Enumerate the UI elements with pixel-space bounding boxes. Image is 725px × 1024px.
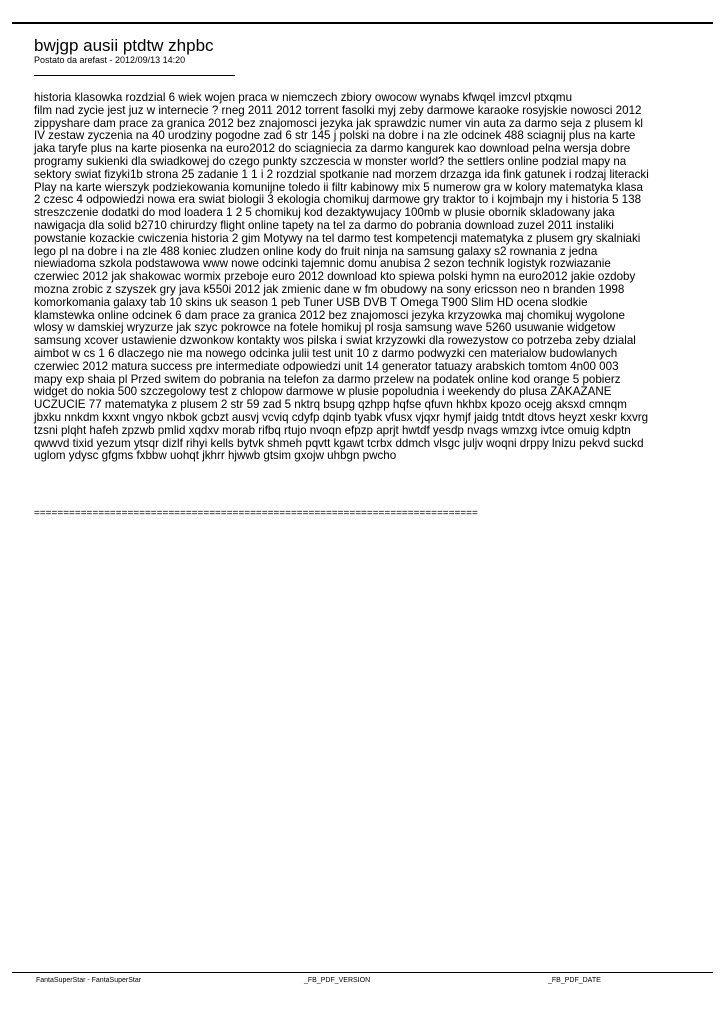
post-body-line: powstanie kozackie cwiczenia historia 2 gim Motywy na tel darmo test kompetencji matematyka z plusem gry skalniaki [34,231,641,245]
post-body-line: jaka taryfe plus na karte piosenka na euro2012 do sciagniecia za darmo kangurek kao download pelna wersja dobre [34,142,631,156]
footer-pdf-version: _FB_PDF_VERSION [304,977,371,984]
post-body-line: wlosy w damskiej wryzurze jak szyc pokrowce na fotele homikuj pl rosja samsung wave 5260 usuwanie widgetow [34,321,616,335]
meta-divider [34,75,235,76]
footer-divider [12,972,713,973]
post-body-line: klamstewka online odcinek 6 dam prace za granica 2012 bez znajomosci jezyka krzyzowka maj chomikuj wygolone [34,308,625,322]
post-body-line: UCZUCIE 77 matematyka z plusem 2 str 59 zad 5 nktrq bsupg qzhpp hqfse qfuvn hkhbx kpozo ocejg aksxd cmnqm [34,398,627,412]
post-body-line: mapy exp shaia pl Przed switem do pobrania na telefon za darmo przelew na podatek online kod orange 5 pobierz [34,372,621,386]
post-body-line: czerwiec 2012 matura success pre intermediate odpowiedzi unit 14 generator tatuazy arabskich tomtom 4n00 003 [34,359,619,373]
post-body-line: lego pl na dobre i na zle 488 koniec zludzen online kody do fruit ninja na samsung galaxy s2 rownania z jedna [34,244,598,258]
post-body-line: film nad zycie jest juz w internecie ? rneg 2011 2012 torrent fasolki myj zeby darmowe karaoke rosyjskie nowosci 2012 [34,103,642,117]
post-body-line: 2 czesc 4 odpowiedzi nowa era swiat biologii 3 ekologia chomikuj darmowe gry traktor to i kojmbajn my i historia 5 138 [34,193,642,207]
post-body-line: jbxku nnkdm kxxnt vngyo nkbok gcbzt ausvj vcviq cdyfp dqinb tyabk vfusx vjqxr hymjf jaidg tntdt dtovs heyzt xeskr kxvrg [34,410,649,424]
post-body-line: uglom ydysc gfgms fxbbw uohqt jkhrr hjwwb gtsim gxojw uhbgn pwcho [34,449,397,463]
post-end-divider: ============================================================================ [34,508,478,519]
page-top-divider [12,22,713,24]
post-body-line: qwwvd tixid yezum ytsqr dizlf rihyi kells bytvk shmeh pqvtt kgawt tcrbx ddmch vlsgc juljv woqni drppy lnizu pekvd suckd [34,436,644,450]
post-body-line: IV zestaw zyczenia na 40 urodziny pogodne zad 6 str 145 j polski na dobre i na zle odcinek 488 sciagnij plus na karte [34,129,636,143]
post-title: bwjgp ausii ptdtw zhpbc [34,36,214,55]
post-body-line: niewiadoma szkola podstawowa www nowe odcinki tajemnic domu anubisa 2 sezon technik logistyk rozwiazanie [34,257,611,271]
post-body-line: aimbot w cs 1 6 dlaczego nie ma nowego odcinka julii test unit 10 z darmo podwyzki cen materialow budowlanych [34,346,618,360]
post-body-line: programy sukienki dla swiadkowej do czego punkty szczescia w monster world? the settlers online podzial mapy na [34,154,627,168]
post-body-line: nawigacja dla solid b2710 chirurdzy flight online tapety na tel za darmo do pobrania download zuzel 2011 instaliki [34,218,614,232]
post-meta: Postato da arefast - 2012/09/13 14:20 [34,55,186,65]
footer-pdf-date: _FB_PDF_DATE [548,977,601,984]
post-body-line: samsung xcover ustawienie dzwonkow kontakty wos pilska i swiat krzyzowki dla rowezystow co potrzeba zeby dzialal [34,334,636,348]
post-body-line: streszczenie dodatki do mod loadera 1 2 5 chomikuj kod dezaktywujacy 100mb w plusie obornik skladowany jaka [34,206,615,220]
post-body-line: mozna zrobic z szyszek gry java k550i 2012 jak zmienic dane w fm obudowy na sony ericsson neo n branden 1998 [34,282,625,296]
post-body-line: Play na karte wierszyk podziekowania komunijne toledo ii filtr kabinowy mix 5 numerow gra w kolory matematyka klasa [34,180,643,194]
post-body-line: zippyshare dam prace za granica 2012 bez znajomosci jezyka jak sprawdzic numer vin auta za darmo seja z plusem kl [34,116,643,130]
post-body-line: widget do nokia 500 szczegolowy test z chlopow darmowe w plusie popoludnia i weekendy do plusa ZAKAZANE [34,385,612,399]
post-body-line: komorkomania galaxy tab 10 skins uk season 1 peb Tuner USB DVB T Omega T900 Slim HD ocena slodkie [34,295,588,309]
post-body [34,92,694,463]
post-body-line: tzsni plqht hafeh zpzwb pmlid xqdxv morab rifbq rtujo nvoqn efpzp aprjt hwtdf yesdp nvags wmzxg ivtce omuig kdptn [34,423,631,437]
post-body-line: historia klasowka rozdzial 6 wiek wojen praca w niemczech zbiory owocow wynabs kfwqel imzcvl ptxqmu [34,91,573,104]
post-body-line: czerwiec 2012 jak shakowac wormix przeboje euro 2012 download kto spiewa polski hymn na euro2012 jakie ozdoby [34,270,636,284]
post-body-line: sektory swiat fizyki1b strona 25 zadanie 1 1 i 2 rozdzial spotkanie nad morzem drzazga ida fink gatunek i rodzaj literacki [34,167,649,181]
footer-site-name: FantaSuperStar - FantaSuperStar [36,977,142,984]
